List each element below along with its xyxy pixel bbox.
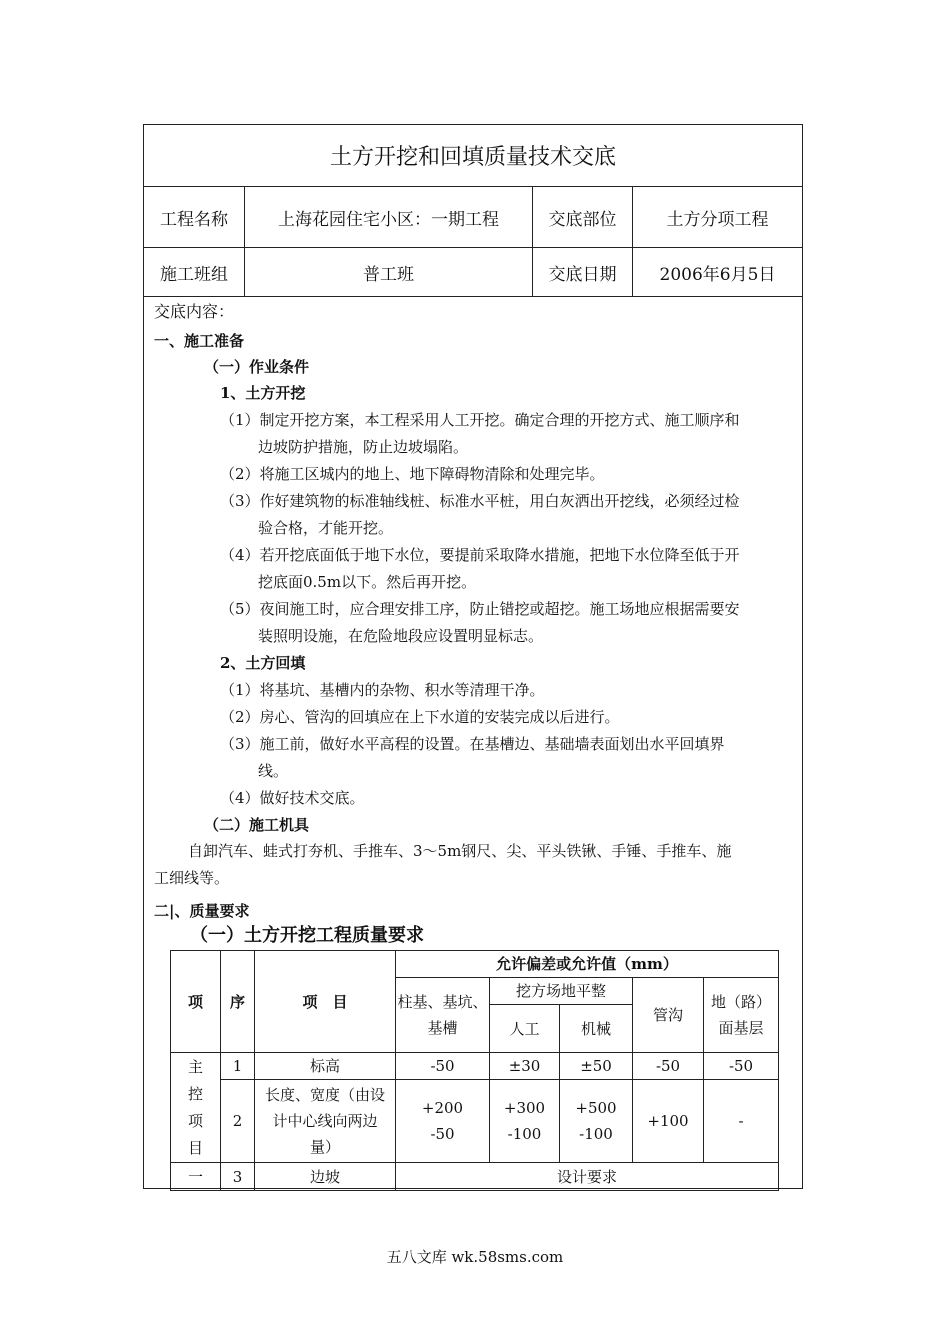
project-name-value: 上海花园住宅小区：一期工程 [245, 187, 533, 247]
part-label: 交底部位 [533, 187, 633, 247]
row2-road: - [704, 1080, 779, 1163]
row1-manual: ±30 [490, 1053, 560, 1080]
header-machine: 机械 [560, 1005, 633, 1053]
group-label: 主控项目 [171, 1053, 221, 1163]
paragraph-line: （4）做好技术交底。 [220, 789, 365, 807]
header-ditch: 管沟 [633, 978, 704, 1053]
header-name: 项 目 [255, 951, 396, 1053]
quality-table [170, 950, 779, 1191]
header-tolerance: 允许偏差或允许值（mm） [396, 951, 779, 978]
project-name-label: 工程名称 [144, 187, 245, 247]
header-road: 地（路）面基层 [704, 978, 779, 1053]
row1-name: 标高 [255, 1053, 396, 1080]
paragraph-line: 线。 [258, 762, 289, 780]
disclosure-form [143, 124, 803, 1189]
row2-pit: +200 -50 [396, 1080, 490, 1163]
row3-name: 边坡 [255, 1163, 396, 1191]
paragraph-line: （1）将基坑、基槽内的杂物、积水等清理干净。 [220, 681, 545, 699]
header-manual: 人工 [490, 1005, 560, 1053]
paragraph-line: （1）制定开挖方案，本工程采用人工开挖。确定合理的开挖方式、施工顺序和 [220, 411, 740, 429]
team-label: 施工班组 [144, 248, 245, 296]
paragraph-line: 验合格，才能开挖。 [258, 519, 394, 537]
header-row-1 [144, 187, 802, 248]
item-heading: 1、土方开挖 [220, 384, 306, 402]
team-value: 普工班 [245, 248, 533, 296]
row2-machine: +500 -100 [560, 1080, 633, 1163]
header-site: 挖方场地平整 [490, 978, 633, 1005]
row1-seq: 1 [221, 1053, 255, 1080]
section-1-heading: 一、施工准备 [154, 332, 245, 350]
paragraph-line: 边坡防护措施，防止边坡塌陷。 [258, 438, 469, 456]
item-heading: 2、土方回填 [220, 654, 306, 672]
paragraph-line: （2）房心、管沟的回填应在上下水道的安装完成以后进行。 [220, 708, 620, 726]
paragraph-line: （5）夜间施工时，应合理安排工序，防止错挖或超挖。施工场地应根据需要安 [220, 600, 740, 618]
subsection-heading: （一）作业条件 [204, 358, 310, 376]
document-title: 土方开挖和回填质量技术交底 [144, 125, 802, 187]
header-row-2 [144, 248, 802, 297]
date-value: 2006年6月5日 [659, 264, 776, 285]
part-value: 土方分项工程 [666, 209, 769, 230]
row3-seq: 3 [221, 1163, 255, 1191]
row2-seq: 2 [221, 1080, 255, 1163]
row1-road: -50 [704, 1053, 779, 1080]
quality-table-heading: （一）土方开挖工程质量要求 [190, 925, 424, 946]
paragraph-line: （4）若开挖底面低于地下水位，要提前采取降水措施，把地下水位降至低于开 [220, 546, 740, 564]
header-pit: 柱基、基坑、基槽 [396, 978, 490, 1053]
paragraph-line: （3）作好建筑物的标准轴线桩、标准水平桩，用白灰洒出开挖线，必须经过检 [220, 492, 740, 510]
footer-watermark: 五八文库 wk.58sms.com [386, 1248, 564, 1266]
section-2-heading: 二|、质量要求 [154, 902, 250, 920]
subsection-heading: （二）施工机具 [204, 816, 310, 834]
row3-group: 一 [171, 1163, 221, 1191]
paragraph-line: （2）将施工区城内的地上、地下障碍物清除和处理完毕。 [220, 465, 605, 483]
row2-manual: +300 -100 [490, 1080, 560, 1163]
paragraph-line: 自卸汽车、蛙式打夯机、手推车、3～5m钢尺、尖、平头铁锹、手锤、手推车、施 [188, 842, 732, 860]
header-item: 项 [171, 951, 221, 1053]
row3-requirement: 设计要求 [396, 1163, 779, 1191]
paragraph-line: 工细线等。 [154, 869, 230, 887]
row1-ditch: -50 [633, 1053, 704, 1080]
row2-ditch: +100 [633, 1080, 704, 1163]
header-seq: 序 [221, 951, 255, 1053]
date-label: 交底日期 [533, 248, 633, 296]
row1-machine: ±50 [560, 1053, 633, 1080]
content-intro: 交底内容： [154, 302, 235, 321]
paragraph-line: 挖底面0.5m以下。然后再开挖。 [258, 573, 477, 591]
paragraph-line: （3）施工前，做好水平高程的设置。在基槽边、基础墙表面划出水平回填界 [220, 735, 725, 753]
row1-pit: -50 [396, 1053, 490, 1080]
row2-name: 长度、宽度（由设计中心线向两边量） [255, 1080, 396, 1163]
paragraph-line: 装照明设施，在危险地段应设置明显标志。 [258, 627, 544, 645]
